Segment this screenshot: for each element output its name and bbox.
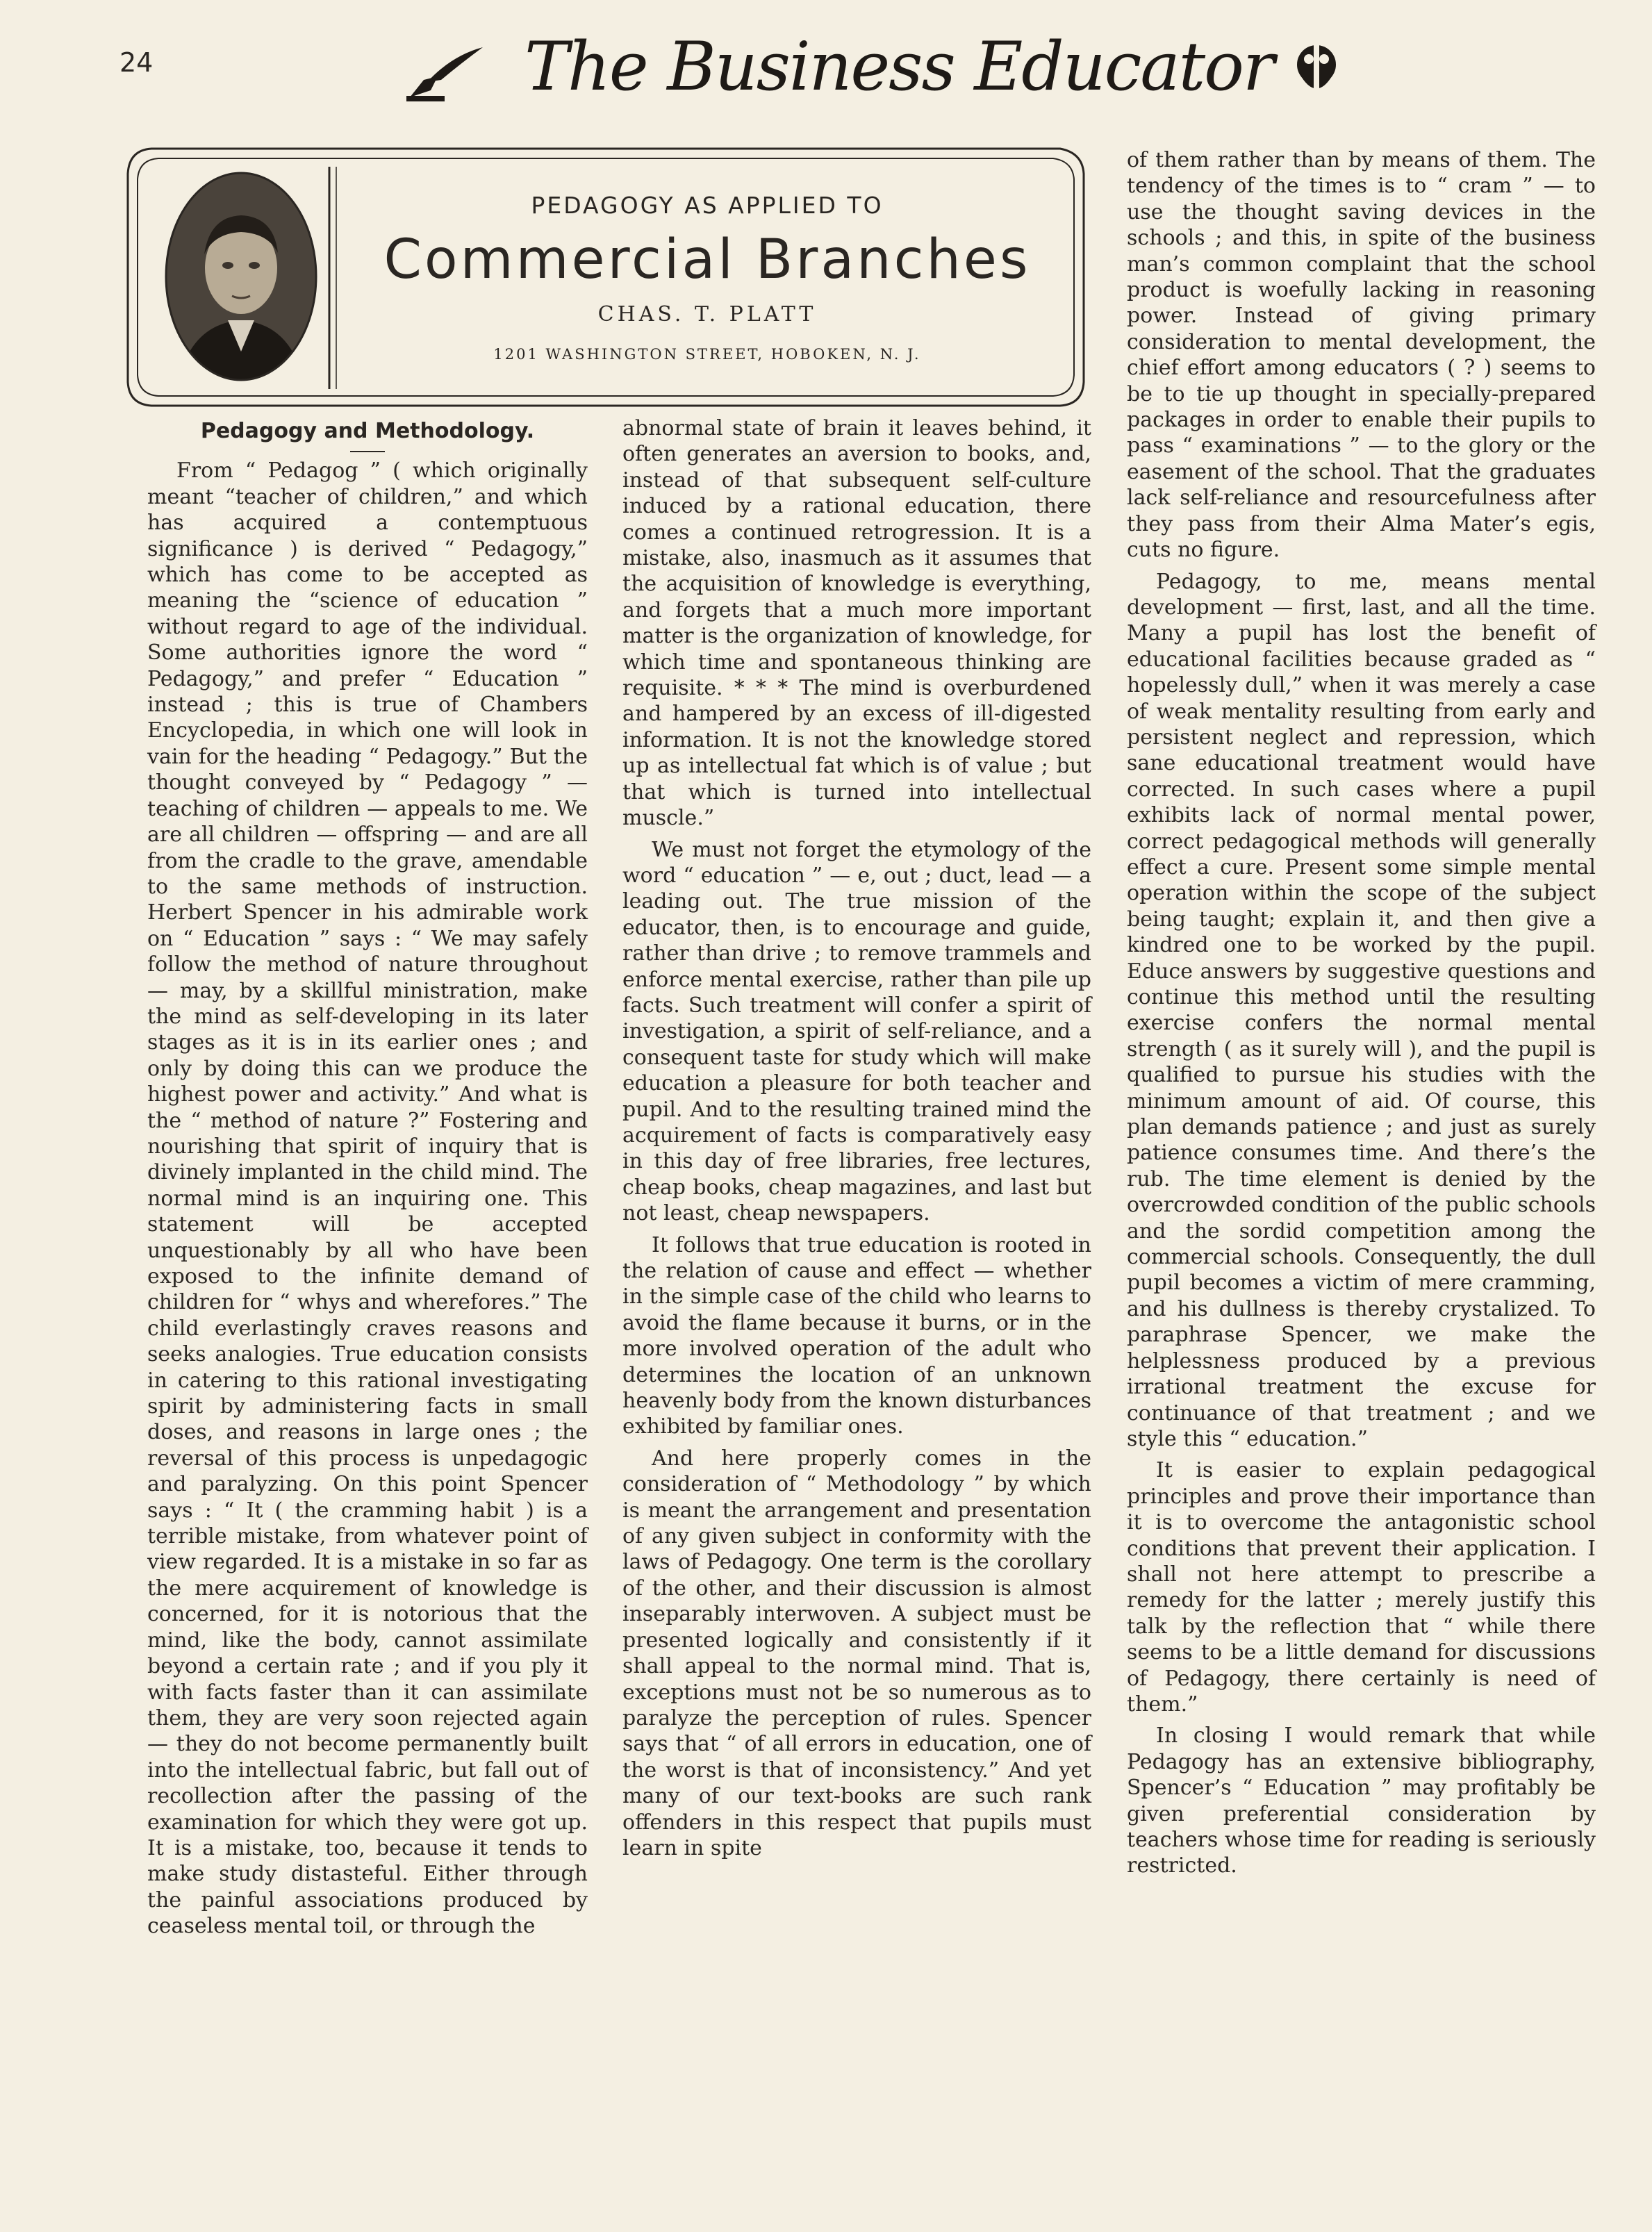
paragraph: We must not forget the etymology of the word “ education ” — e, out ; duct, lead — a leading out. The true mission of the educator, then, is to encourage and guide, rather than drive ; to remove trammels and enforce mental exercise, rather than pile up facts. Such treatment will confer a spirit of investigation, a spirit of self-reliance, and a consequent taste for study which will make education a pleasure for both teacher and pupil. And to the resulting trained mind the acquirement of facts is comparatively easy in this day of free libraries, free lectures, cheap books, cheap magazines, and last but not least, cheap newspapers. (622, 837, 1091, 1226)
masthead (403, 28, 1348, 111)
section-heading: Pedagogy and Methodology. (200, 419, 535, 443)
quill-icon (403, 42, 486, 104)
paragraph: abnormal state of brain it leaves behind, it often generates an aversion to books, and, instead of that subsequent self-culture induced by a rational education, there comes a continued retrogression. It is a mistake, also, inasmuch as it assumes that the acquisition of knowledge is everything, and forgets that a much more important matter is the organization of knowledge, for which time and spontaneous thinking are requisite. * * * The mind is overburdened and hampered by an excess of ill-digested information. It is not the knowledge stored up as intellectual fat which is of value ; but that which is turned into intellectual muscle.” (622, 416, 1091, 831)
header-text (339, 174, 1075, 375)
article-pre-title: PEDAGOGY AS APPLIED TO (531, 192, 884, 219)
paragraph: of them rather than by means of them. The tendency of the times is to “ cram ” — to use the thought saving devices in the schools ; and this, in spite of the business man’s common complaint that the school product is woefully lacking in reasoning power. Instead of giving primary consideration to mental development, the chief effort among educators ( ? ) seems to be to tie up thought in specially-prepared packages in order to enable their pupils to pass “ examinations ” — to the glory or the easement of the school. That the graduates lack self-reliance and resourcefulness after they pass from their Alma Mater’s egis, cuts no figure. (1127, 148, 1596, 563)
page-number: 24 (119, 47, 154, 78)
article-column-1 (147, 415, 588, 1940)
heading-rule (350, 451, 385, 452)
article-header-box (124, 146, 1089, 408)
paragraph: Pedagogy, to me, means mental development — first, last, and all the time. Many a pupil has lost the benefit of educational facilities because graded as “ hopelessly dull,” when it was merely a case of weak mentality resulting from early and persistent neglect and repression, which sane educational treatment would have corrected. In such cases where a pupil exhibits lack of normal mental power, correct pedagogical methods will generally effect a cure. Present some simple mental operation within the scope of the subject being taught; explain it, and then give a kindred one to be worked by the pupil. Educe answers by suggestive questions and continue this method until the resulting exercise confers the normal mental strength ( as it surely will ), and the pupil is qualified to pursue his studies with the minimum amount of aid. Of course, this plan demands patience ; and just as surely patience consumes time. And there’s the rub. The time element is denied by the overcrowded condition of the public schools and the sordid competition among the commercial schools. Consequently, the dull pupil becomes a victim of mere cramming, and his dullness is thereby crystalized. To paraphrase Spencer, we make the helplessness produced by a previous irrational treatment the excuse for continuance of that treatment ; and we style this “ education.” (1127, 569, 1596, 1451)
author-address: 1201 WASHINGTON STREET, HOBOKEN, N. J. (493, 346, 921, 363)
emblem-icon (1285, 38, 1348, 104)
article-title: Commercial Branches (383, 229, 1031, 291)
paragraph: In closing I would remark that while Pedagogy has an extensive bibliography, Spencer’s “ Education ” may profitably be given preferential consideration by teachers whose time for reading is seriously restricted. (1127, 1723, 1596, 1878)
paragraph: From “ Pedagog ” ( which originally meant “teacher of children,” and which has acquired a contemptuous significance ) is derived “ Pedagogy,” which has come to be accepted as meaning the “science of education ” without regard to age of the individual. Some authorities ignore the word “ Pedagogy,” and prefer “ Education ” instead ; this is true of Chambers Encyclopedia, in which one will look in vain for the heading “ Pedagogy.” But the thought conveyed by “ Pedagogy ” — teaching of children — appeals to me. We are all children — offspring — and are all from the cradle to the grave, amendable to the same methods of instruction. Herbert Spencer in his admirable work on “ Education ” says : “ We may safely follow the method of nature throughout — may, by a skillful ministration, make the mind as self-developing in its later stages as it is in its earlier ones ; and only by doing this can we produce the highest power and activity.” And what is the “ method of nature ?” Fostering and nourishing that spirit of inquiry that is divinely implanted in the child mind. The normal mind is an inquiring one. This statement will be accepted unquestionably by all who have been exposed to the infinite demand of children for “ whys and wherefores.” The child everlastingly craves reasons and seeks analogies. True education consists in catering to this rational investigating spirit by administering facts in small doses, and reasons in large ones ; the reversal of this process is unpedagogic and paralyzing. On this point Spencer says : “ It ( the cramming habit ) is a terrible mistake, from whatever point of view regarded. It is a mistake in so far as the mere acquirement of knowledge is concerned, for it is notorious that the mind, like the body, cannot assimilate beyond a certain rate ; and if you ply it with facts faster than it can assimilate them, they are very soon rejected again — they do not become permanently built into the intellectual fabric, but fall out of recollection after the passing of the examination for which they were got up. It is a mistake, too, because it tends to make study distasteful. Either through the painful associations produced by ceaseless mental toil, or through the (147, 458, 588, 1939)
paragraph: And here properly comes in the consideration of “ Methodology ” by which is meant the arrangement and presentation of any given subject in conformity with the laws of Pedagogy. One term is the corollary of the other, and their discussion is almost inseparably interwoven. A subject must be presented logically and consistently if it shall appeal to the normal mind. That is, exceptions must not be so numerous as to paralyze the perception of rules. Spencer says that “ of all errors in education, one of the worst is that of inconsistency.” And yet many of our text-books are such rank offenders in this respect that pupils must learn in spite (622, 1446, 1091, 1860)
paragraph: It follows that true education is rooted in the relation of cause and effect — whether in the simple case of the child who learns to avoid the flame because it burns, or in the more involved operation of the adult who determines the location of an unknown heavenly body from the known disturbances exhibited by familiar ones. (622, 1232, 1091, 1439)
article-column-3 (1127, 147, 1596, 1879)
author-portrait (164, 171, 318, 382)
masthead-title: The Business Educator (524, 28, 1273, 106)
article-column-2 (622, 415, 1091, 1861)
article-author: CHAS. T. PLATT (597, 302, 817, 326)
paragraph: It is easier to explain pedagogical principles and prove their importance than it is to overcome the antagonistic school conditions that prevent their application. I shall not here attempt to prescribe a remedy for the latter ; merely justify this talk by the reflection that “ while there seems to be a little demand for discussions of Pedagogy, there certainly is need of them.” (1127, 1458, 1596, 1717)
